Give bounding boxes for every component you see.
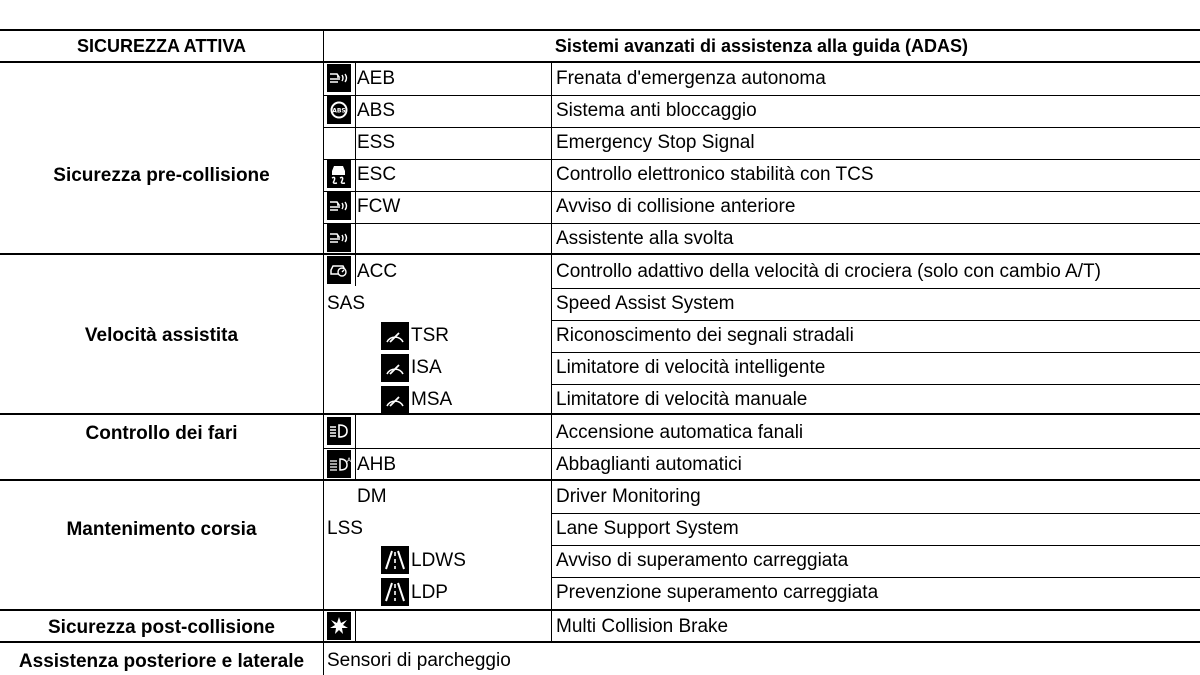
desc-dm: Driver Monitoring (556, 486, 701, 507)
lane-icon (381, 578, 409, 606)
row-divider (551, 513, 1200, 514)
header-bottom-border (0, 61, 1200, 63)
section-divider (0, 413, 1200, 415)
column-divider (323, 29, 324, 675)
collision-warning-icon (327, 64, 351, 92)
section-divider (0, 641, 1200, 643)
desc-esc: Controllo elettronico stabilità con TCS (556, 164, 874, 185)
code-fcw: FCW (357, 196, 401, 217)
category-post-collision: Sicurezza post-collisione (48, 617, 275, 638)
code-isa: ISA (411, 357, 442, 378)
svg-text:A: A (347, 457, 352, 464)
desc-turn: Assistente alla svolta (556, 228, 734, 249)
desc-fcw: Avviso di collisione anteriore (556, 196, 796, 217)
desc-auto-lights: Accensione automatica fanali (556, 422, 804, 443)
collision-warning-icon (327, 192, 351, 220)
row-divider (323, 223, 1200, 224)
row-divider (551, 288, 1200, 289)
desc-ldws: Avviso di superamento carreggiata (556, 550, 849, 571)
code-sas: SAS (327, 293, 366, 314)
code-esc: ESC (357, 164, 397, 185)
code-abs: ABS (357, 100, 396, 121)
row-divider (323, 127, 1200, 128)
auto-high-beam-icon (327, 450, 351, 478)
code-ldws: LDWS (411, 550, 466, 571)
speedometer-icon (381, 354, 409, 382)
desc-sas: Speed Assist System (556, 293, 735, 314)
abs-icon (327, 96, 351, 124)
row-divider (551, 545, 1200, 546)
row-divider (323, 159, 1200, 160)
code-msa: MSA (411, 389, 453, 410)
code-dm: DM (357, 486, 387, 507)
section-divider (0, 479, 1200, 481)
desc-mcb: Multi Collision Brake (556, 616, 729, 637)
speedometer-icon (381, 386, 409, 414)
column-divider (355, 413, 356, 481)
column-divider (355, 253, 356, 286)
code-tsr: TSR (411, 325, 449, 346)
row-divider (323, 448, 1200, 449)
code-lss: LSS (327, 518, 363, 539)
row-divider (551, 384, 1200, 385)
table-top-border (0, 29, 1200, 31)
desc-parking: Sensori di parcheggio (327, 650, 511, 671)
code-ess: ESS (357, 132, 396, 153)
row-divider (551, 352, 1200, 353)
header-active-safety: SICUREZZA ATTIVA (77, 36, 246, 56)
category-lights: Controllo dei fari (85, 423, 238, 444)
row-divider (323, 95, 1200, 96)
desc-lss: Lane Support System (556, 518, 739, 539)
headlight-icon (327, 417, 351, 445)
category-speed: Velocità assistita (84, 325, 239, 346)
desc-msa: Limitatore di velocità manuale (556, 389, 808, 410)
lane-icon (381, 546, 409, 574)
column-divider (551, 61, 552, 642)
desc-ess: Emergency Stop Signal (556, 132, 755, 153)
row-divider (551, 577, 1200, 578)
desc-aeb: Frenata d'emergenza autonoma (556, 68, 826, 89)
row-divider (323, 191, 1200, 192)
category-rear-side: Assistenza posteriore e laterale (18, 651, 305, 672)
svg-text:ABS: ABS (332, 107, 346, 115)
speedometer-icon (381, 322, 409, 350)
collision-warning-icon (327, 224, 351, 252)
category-pre-collision: Sicurezza pre-collisione (53, 165, 270, 186)
desc-acc: Controllo adattivo della velocità di crociera (solo con cambio A/T) (556, 261, 1101, 282)
column-divider (355, 61, 356, 254)
collision-burst-icon (327, 612, 351, 640)
code-ldp: LDP (411, 582, 448, 603)
code-acc: ACC (357, 261, 398, 282)
row-divider (551, 320, 1200, 321)
code-ahb: AHB (357, 454, 397, 475)
section-divider (0, 253, 1200, 255)
desc-isa: Limitatore di velocità intelligente (556, 357, 826, 378)
column-divider (355, 609, 356, 642)
category-lane: Mantenimento corsia (66, 519, 257, 540)
skidding-car-icon (327, 160, 351, 188)
desc-ldp: Prevenzione superamento carreggiata (556, 582, 879, 603)
cruise-control-icon (327, 256, 351, 284)
header-adas: Sistemi avanzati di assistenza alla guida (ADAS) (554, 36, 969, 56)
desc-ahb: Abbaglianti automatici (556, 454, 742, 475)
desc-tsr: Riconoscimento dei segnali stradali (556, 325, 854, 346)
code-aeb: AEB (357, 68, 396, 89)
section-divider (0, 609, 1200, 611)
desc-abs: Sistema anti bloccaggio (556, 100, 757, 121)
